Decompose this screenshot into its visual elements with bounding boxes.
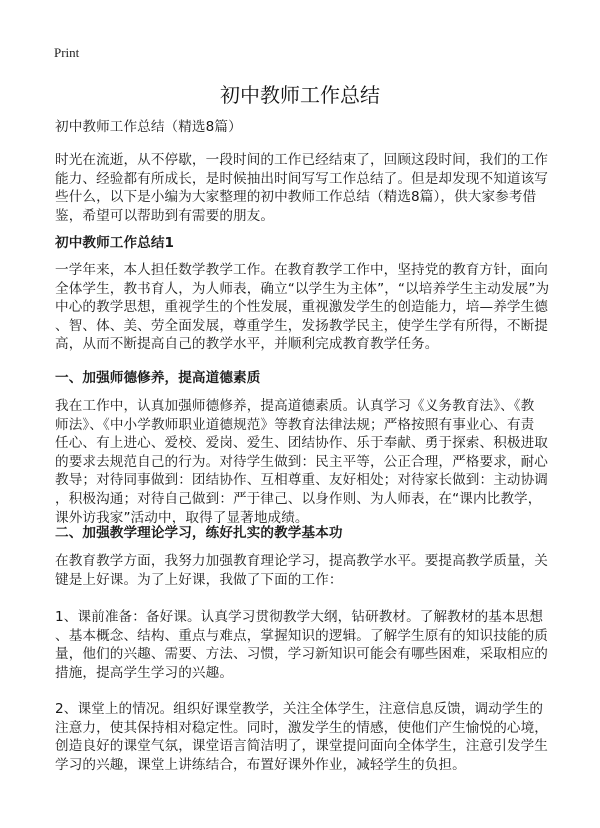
text-line: 在教育教学方面，我努力加强教育理论学习，提高教学水平。要提高教学质量，关	[55, 553, 548, 569]
text-line: 教导；对待同事做到：团结协作、互相尊重、友好相处；对待家长做到：主动协调	[55, 472, 548, 489]
text-line: 能力、经验都有所成长，是时候抽出时间写写工作总结了。但是却发现不知道该写	[55, 170, 548, 187]
text-line: 一、加强师德修养，提高道德素质	[55, 370, 261, 386]
text-line: 注意力，使其保持相对稳定性。同时，激发学生的情感，使他们产生愉悦的心境，	[55, 719, 548, 736]
text-line: 创造良好的课堂气氛，课堂语言简洁明了，课堂提问面向全体学生，注意引发学生	[55, 738, 548, 755]
paragraph-2	[55, 397, 555, 527]
text-line: 一学年来，本人担任数学教学工作。在教育教学工作中，坚持党的教育方针，面向	[55, 262, 548, 278]
text-line: 二、加强教学理论学习，练好扎实的教学基本功	[55, 525, 343, 541]
text-line: 、基本概念、结构、重点与难点，掌握知识的逻辑。了解学生原有的知识技能的质	[55, 627, 548, 644]
text-line: 学习的兴趣，课堂上讲练结合，布置好课外作业，减轻学生的负担。	[55, 756, 466, 773]
paragraph-4	[55, 608, 555, 682]
paragraph-3	[55, 552, 555, 589]
text-line: 量，他们的兴趣、需要、方法、习惯，学习新知识可能会有哪些困难，采取相应的	[55, 646, 548, 663]
text-line: 键是上好课。为了上好课，我做了下面的工作：	[55, 571, 343, 588]
paragraph-5	[55, 700, 555, 774]
text-line: 高，从而不断提高自己的教学水平，并顺利完成教育教学任务。	[55, 336, 439, 353]
text-line: 措施，提高学生学习的兴趣。	[55, 664, 234, 681]
text-line: 1、课前准备：备好课。认真学习贯彻教学大纲，钻研教材。了解教材的基本思想	[55, 609, 544, 625]
paragraph-1	[55, 261, 555, 354]
text-line: 中心的教学思想，重视学生的个性发展，重视激发学生的创造能力，培—养学生德	[55, 299, 548, 316]
document-subtitle	[55, 118, 555, 137]
text-line: 些什么，以下是小编为大家整理的初中教师工作总结（精选8篇），供大家参考借	[55, 189, 537, 206]
text-line: 全体学生，教书育人，为人师表，确立“以学生为主体”，“以培养学生主动发展”为	[55, 280, 550, 297]
text-line: 课外访我家”活动中，取得了显著地成绩。	[55, 509, 309, 526]
heading-1	[55, 369, 555, 388]
heading-2	[55, 524, 555, 543]
text-line: 的要求去规范自己的行为。对待学生做到：民主平等，公正合理，严格要求，耐心	[55, 453, 548, 470]
text-line: 任心、有上进心、爱校、爱岗、爱生、团结协作、乐于奉献、勇于探索、积极进取	[55, 435, 548, 452]
document-title: 初中教师工作总结	[220, 83, 380, 107]
intro-paragraph	[55, 151, 555, 225]
print-link[interactable]: Print	[54, 45, 80, 60]
text-line: 时光在流逝，从不停歇，一段时间的工作已经结束了，回顾这段时间，我们的工作	[55, 152, 548, 168]
section-title	[55, 234, 555, 253]
text-line: ，积极沟通；对待自己做到：严于律己、以身作则、为人师表，在“课内比教学，	[55, 490, 542, 507]
text-line: 初中教师工作总结（精选8篇）	[55, 119, 242, 135]
text-line: 2、课堂上的情况。组织好课堂教学，关注全体学生，注意信息反馈，调动学生的	[55, 701, 544, 717]
text-line: 我在工作中，认真加强师德修养，提高道德素质。认真学习《义务教育法》、《教	[55, 398, 535, 414]
text-line: 鉴，希望可以帮助到有需要的朋友。	[55, 207, 275, 224]
text-line: 初中教师工作总结1	[55, 235, 175, 251]
text-line: 、智、体、美、劳全面发展，尊重学生，发扬教学民主，使学生学有所得，不断提	[55, 317, 548, 334]
text-line: 师法》、《中小学教师职业道德规范》等教育法律法规；严格按照有事业心、有责	[55, 416, 535, 433]
